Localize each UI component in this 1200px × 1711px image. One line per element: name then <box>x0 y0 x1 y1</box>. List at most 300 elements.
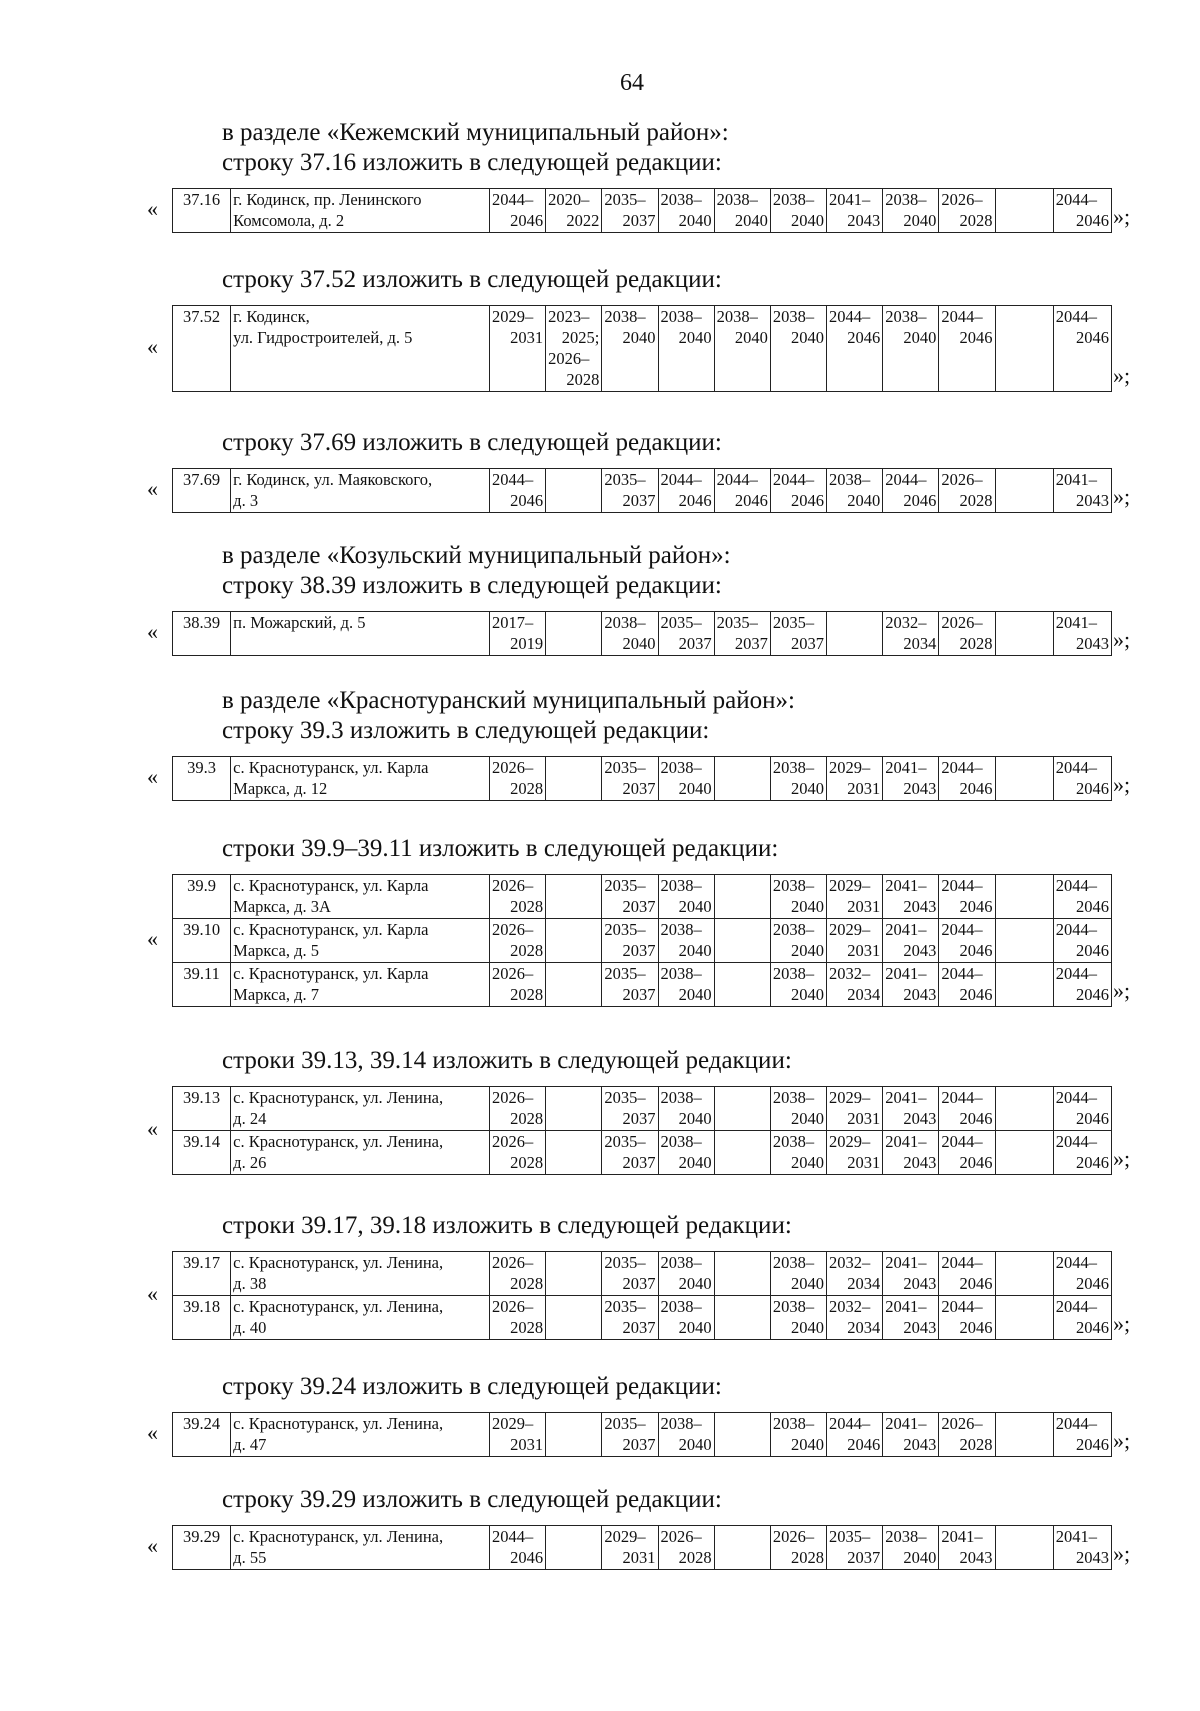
address-line: д. 26 <box>233 1153 267 1172</box>
year-cell <box>658 1413 714 1457</box>
year-value: 2028 <box>510 897 544 916</box>
year-cell <box>714 1526 770 1570</box>
address-line: д. 3 <box>233 491 259 510</box>
year-cell <box>939 1296 995 1340</box>
address-line: Комсомола, д. 2 <box>233 211 345 230</box>
year-cell <box>770 1087 826 1131</box>
year-cell <box>602 919 658 963</box>
year-value: 2040 <box>734 328 768 347</box>
row-address <box>231 919 490 963</box>
year-value: 2026– <box>491 876 534 895</box>
closing-quote: »; <box>1113 772 1131 797</box>
year-cell <box>827 612 883 656</box>
year-value: 2044– <box>941 876 983 895</box>
year-value: 2044– <box>941 1253 983 1272</box>
year-value: 2046 <box>510 491 544 510</box>
year-value: 2026– <box>491 964 534 983</box>
table-row <box>173 306 1112 392</box>
year-cell <box>883 1413 939 1457</box>
year-cell <box>883 469 939 513</box>
year-value: 2041– <box>1055 613 1097 632</box>
address-line: г. Кодинск, ул. Маяковского, <box>233 470 433 489</box>
year-value: 2028 <box>959 1435 993 1454</box>
year-value: 2037 <box>734 634 768 653</box>
year-value: 2044– <box>941 758 983 777</box>
row-number: 39.3 <box>173 757 231 801</box>
year-value: 2019 <box>510 634 544 653</box>
row-address <box>231 612 490 656</box>
year-value: 2040 <box>791 1153 825 1172</box>
year-cell <box>602 757 658 801</box>
year-cell <box>939 1087 995 1131</box>
year-cell <box>995 1526 1053 1570</box>
year-value: 2040 <box>622 634 656 653</box>
year-cell <box>546 469 602 513</box>
year-cell <box>995 1131 1053 1175</box>
year-cell <box>1053 875 1111 919</box>
year-cell <box>770 963 826 1007</box>
year-cell <box>546 875 602 919</box>
year-cell <box>939 469 995 513</box>
row-address <box>231 875 490 919</box>
year-value: 2040 <box>678 1318 712 1337</box>
opening-quote: « <box>147 1281 158 1306</box>
year-cell <box>939 612 995 656</box>
year-value: 2046 <box>791 491 825 510</box>
year-cell <box>995 1296 1053 1340</box>
table-row <box>173 189 1112 233</box>
amendment-table <box>172 188 1112 233</box>
year-value: 2040 <box>791 941 825 960</box>
year-cell <box>546 1087 602 1131</box>
year-cell <box>714 469 770 513</box>
address-line: п. Можарский, д. 5 <box>233 613 366 632</box>
year-value: 2043 <box>903 897 937 916</box>
year-cell <box>770 1131 826 1175</box>
year-value: 2044– <box>491 190 534 209</box>
year-value: 2044– <box>1055 920 1097 939</box>
year-cell <box>939 963 995 1007</box>
year-value: 2046 <box>678 491 712 510</box>
page-number: 64 <box>620 70 644 96</box>
year-value: 2046 <box>510 1548 544 1567</box>
row-number: 39.29 <box>173 1526 231 1570</box>
section-heading: строки 39.9–39.11 изложить в следующей редакции: <box>222 835 779 862</box>
table-row <box>173 1087 1112 1131</box>
year-value: 2040 <box>791 897 825 916</box>
year-value: 2038– <box>772 1132 815 1151</box>
year-cell <box>489 1296 545 1340</box>
year-cell <box>658 875 714 919</box>
year-value: 2044– <box>1055 307 1097 326</box>
year-value: 2028 <box>959 634 993 653</box>
address-line: ул. Гидростроителей, д. 5 <box>233 328 413 347</box>
year-value: 2044– <box>1055 1414 1097 1433</box>
year-cell <box>1053 1131 1111 1175</box>
year-cell <box>546 1526 602 1570</box>
year-value: 2044– <box>1055 1297 1097 1316</box>
year-value: 2046 <box>1076 985 1109 1004</box>
year-cell <box>546 919 602 963</box>
year-value: 2038– <box>885 1527 927 1546</box>
year-cell <box>770 1252 826 1296</box>
year-value: 2029– <box>829 876 871 895</box>
closing-quote: »; <box>1113 1541 1131 1566</box>
year-cell <box>939 875 995 919</box>
row-address <box>231 1526 490 1570</box>
address-line: Маркса, д. 12 <box>233 779 328 798</box>
year-value: 2046 <box>959 985 993 1004</box>
year-cell <box>546 306 602 392</box>
year-cell <box>995 963 1053 1007</box>
year-value: 2041– <box>885 1088 927 1107</box>
year-cell <box>1053 469 1111 513</box>
amendment-table <box>172 468 1112 513</box>
year-cell <box>995 757 1053 801</box>
table-row <box>173 875 1112 919</box>
row-number: 39.13 <box>173 1087 231 1131</box>
year-value: 2040 <box>678 1153 712 1172</box>
opening-quote: « <box>147 476 158 501</box>
year-value: 2029– <box>829 758 871 777</box>
year-cell <box>995 1413 1053 1457</box>
row-number: 39.14 <box>173 1131 231 1175</box>
opening-quote: « <box>147 1420 158 1445</box>
opening-quote: « <box>147 926 158 951</box>
year-cell <box>546 1413 602 1457</box>
year-value: 2040 <box>678 1435 712 1454</box>
year-value: 2040 <box>903 328 937 347</box>
row-address <box>231 189 490 233</box>
year-cell <box>714 612 770 656</box>
year-value: 2026– <box>491 1253 534 1272</box>
year-value: 2026– <box>491 1297 534 1316</box>
year-value: 2038– <box>716 190 758 209</box>
amendment-table <box>172 305 1112 392</box>
table-row <box>173 1526 1112 1570</box>
year-value: 2035– <box>604 1253 646 1272</box>
amendment-table <box>172 1086 1112 1175</box>
year-cell <box>1053 757 1111 801</box>
year-value: 2038– <box>772 1414 815 1433</box>
year-value: 2035– <box>604 876 646 895</box>
section-heading: строку 38.39 изложить в следующей редакции: <box>222 572 722 599</box>
year-cell <box>939 1131 995 1175</box>
year-value: 2038– <box>604 613 646 632</box>
year-value: 2035– <box>604 920 646 939</box>
year-cell <box>883 612 939 656</box>
year-value: 2029– <box>829 1132 871 1151</box>
year-value: 2046 <box>959 328 993 347</box>
year-cell <box>658 469 714 513</box>
year-value: 2046 <box>1076 1274 1109 1293</box>
row-address <box>231 1296 490 1340</box>
year-cell <box>546 1252 602 1296</box>
year-value: 2041– <box>829 190 871 209</box>
year-value: 2026– <box>491 1088 534 1107</box>
year-value: 2046 <box>1076 1435 1109 1454</box>
year-cell <box>489 1413 545 1457</box>
year-value: 2038– <box>772 190 815 209</box>
year-value: 2038– <box>660 1253 702 1272</box>
year-cell <box>883 963 939 1007</box>
year-value: 2038– <box>604 307 646 326</box>
year-value: 2037 <box>622 1109 656 1128</box>
year-value: 2026– <box>491 1132 534 1151</box>
year-cell <box>827 306 883 392</box>
year-value: 2043 <box>959 1548 993 1567</box>
year-value: 2044– <box>885 470 927 489</box>
year-value: 2031 <box>847 941 881 960</box>
address-line: д. 24 <box>233 1109 267 1128</box>
year-value: 2028 <box>959 491 993 510</box>
year-value: 2026– <box>941 613 983 632</box>
table-row <box>173 612 1112 656</box>
year-cell <box>1053 1087 1111 1131</box>
year-value: 2044– <box>1055 758 1097 777</box>
address-line: с. Краснотуранск, ул. Карла <box>233 758 429 777</box>
year-value: 2038– <box>885 307 927 326</box>
year-value: 2038– <box>660 920 702 939</box>
year-value: 2040 <box>791 1318 825 1337</box>
year-cell <box>658 919 714 963</box>
year-cell <box>883 1526 939 1570</box>
year-value: 2028 <box>791 1548 825 1567</box>
section-heading: строки 39.13, 39.14 изложить в следующей редакции: <box>222 1047 792 1074</box>
year-cell <box>546 612 602 656</box>
year-value: 2044– <box>491 1527 534 1546</box>
year-cell <box>770 1526 826 1570</box>
year-value: 2038– <box>772 964 815 983</box>
year-cell <box>714 189 770 233</box>
address-line: Маркса, д. 3А <box>233 897 331 916</box>
year-cell <box>1053 963 1111 1007</box>
section-heading: строку 37.16 изложить в следующей редакции: <box>222 149 722 176</box>
year-value: 2026– <box>772 1527 815 1546</box>
year-cell <box>489 306 545 392</box>
year-value: 2029– <box>491 1414 534 1433</box>
year-value: 2020– <box>548 190 590 209</box>
year-value: 2028 <box>959 211 993 230</box>
year-value: 2038– <box>660 307 702 326</box>
section-heading: строку 37.69 изложить в следующей редакции: <box>222 429 722 456</box>
year-value: 2040 <box>678 779 712 798</box>
year-cell <box>658 963 714 1007</box>
row-address <box>231 1131 490 1175</box>
amendment-table <box>172 611 1112 656</box>
year-value: 2043 <box>1076 491 1109 510</box>
table-row <box>173 963 1112 1007</box>
year-value: 2038– <box>772 876 815 895</box>
year-value: 2038– <box>660 1132 702 1151</box>
year-value: 2035– <box>716 613 758 632</box>
year-value: 2040 <box>678 941 712 960</box>
year-cell <box>546 189 602 233</box>
year-cell <box>883 757 939 801</box>
year-value: 2038– <box>660 1088 702 1107</box>
year-cell <box>1053 612 1111 656</box>
year-cell <box>827 875 883 919</box>
year-cell <box>602 1526 658 1570</box>
year-cell <box>658 1296 714 1340</box>
address-line: г. Кодинск, <box>233 307 310 326</box>
year-cell <box>714 306 770 392</box>
year-value: 2029– <box>604 1527 646 1546</box>
address-line: д. 40 <box>233 1318 267 1337</box>
year-cell <box>995 1252 1053 1296</box>
year-cell <box>489 189 545 233</box>
year-cell <box>714 1413 770 1457</box>
section-heading: в разделе «Краснотуранский муниципальный район»: <box>222 687 795 714</box>
year-value: 2038– <box>772 1253 815 1272</box>
year-value: 2043 <box>903 1318 937 1337</box>
year-value: 2041– <box>885 1414 927 1433</box>
year-value: 2035– <box>660 613 702 632</box>
row-address <box>231 1252 490 1296</box>
year-value: 2044– <box>660 470 702 489</box>
closing-quote: »; <box>1113 1146 1131 1171</box>
year-value: 2040 <box>791 1435 825 1454</box>
row-address <box>231 469 490 513</box>
year-cell <box>1053 1296 1111 1340</box>
year-value: 2046 <box>959 1153 993 1172</box>
year-cell <box>770 306 826 392</box>
address-line: Маркса, д. 5 <box>233 941 320 960</box>
year-cell <box>546 1296 602 1340</box>
closing-quote: »; <box>1113 204 1131 229</box>
year-value: 2046 <box>959 941 993 960</box>
year-value: 2037 <box>622 491 656 510</box>
year-cell <box>1053 189 1111 233</box>
year-cell <box>770 919 826 963</box>
year-cell <box>714 1296 770 1340</box>
year-cell <box>602 469 658 513</box>
year-cell <box>1053 919 1111 963</box>
year-value: 2041– <box>885 758 927 777</box>
year-value: 2046 <box>959 779 993 798</box>
amendment-table <box>172 1525 1112 1570</box>
year-cell <box>658 1526 714 1570</box>
address-line: с. Краснотуранск, ул. Ленина, <box>233 1297 444 1316</box>
section-heading: в разделе «Козульский муниципальный район»: <box>222 542 731 569</box>
year-value: 2041– <box>885 1253 927 1272</box>
year-value: 2034 <box>847 1318 881 1337</box>
year-value: 2028 <box>678 1548 712 1567</box>
year-value: 2041– <box>885 876 927 895</box>
year-cell <box>995 189 1053 233</box>
year-cell <box>939 1526 995 1570</box>
year-cell <box>602 1131 658 1175</box>
section-heading: строку 39.3 изложить в следующей редакции: <box>222 717 710 744</box>
year-value: 2038– <box>885 190 927 209</box>
year-cell <box>714 963 770 1007</box>
year-value: 2044– <box>1055 190 1097 209</box>
year-value: 2035– <box>604 964 646 983</box>
row-number: 39.9 <box>173 875 231 919</box>
year-cell <box>770 612 826 656</box>
year-value: 2037 <box>678 634 712 653</box>
year-value: 2044– <box>1055 1132 1097 1151</box>
year-cell <box>602 1413 658 1457</box>
year-cell <box>489 469 545 513</box>
year-value: 2043 <box>903 1435 937 1454</box>
closing-quote: »; <box>1113 363 1131 388</box>
table-row <box>173 757 1112 801</box>
row-address <box>231 306 490 392</box>
year-cell <box>883 189 939 233</box>
year-value: 2046 <box>1076 1109 1109 1128</box>
row-number: 37.52 <box>173 306 231 392</box>
year-value: 2044– <box>491 470 534 489</box>
year-value: 2031 <box>510 1435 544 1454</box>
year-value: 2040 <box>791 1109 825 1128</box>
address-line: с. Краснотуранск, ул. Ленина, <box>233 1253 444 1272</box>
year-cell <box>827 963 883 1007</box>
year-value: 2026– <box>941 470 983 489</box>
year-value: 2031 <box>847 779 881 798</box>
year-cell <box>658 612 714 656</box>
year-value: 2037 <box>791 634 825 653</box>
year-value: 2035– <box>604 1132 646 1151</box>
year-value: 2037 <box>622 1318 656 1337</box>
year-cell <box>883 1087 939 1131</box>
year-cell <box>658 1252 714 1296</box>
year-value: 2038– <box>772 1088 815 1107</box>
year-value: 2046 <box>959 897 993 916</box>
year-value: 2043 <box>1076 634 1109 653</box>
year-value: 2028 <box>510 1153 544 1172</box>
year-value: 2046 <box>1076 779 1109 798</box>
year-value: 2032– <box>829 1297 871 1316</box>
closing-quote: »; <box>1113 627 1131 652</box>
year-cell <box>883 1252 939 1296</box>
year-value: 2038– <box>660 758 702 777</box>
year-value: 2046 <box>959 1318 993 1337</box>
year-value: 2043 <box>903 985 937 1004</box>
year-value: 2046 <box>1076 211 1109 230</box>
amendment-table <box>172 874 1112 1007</box>
year-cell <box>489 1131 545 1175</box>
year-value: 2031 <box>847 1153 881 1172</box>
opening-quote: « <box>147 196 158 221</box>
year-value: 2040 <box>791 985 825 1004</box>
year-value: 2026– <box>491 758 534 777</box>
section-heading: строку 37.52 изложить в следующей редакции: <box>222 266 722 293</box>
year-value: 2044– <box>941 1297 983 1316</box>
row-address <box>231 1413 490 1457</box>
year-value: 2044– <box>941 920 983 939</box>
year-value: 2044– <box>941 1088 983 1107</box>
year-value: 2031 <box>510 328 544 347</box>
year-cell <box>827 1087 883 1131</box>
closing-quote: »; <box>1113 978 1131 1003</box>
year-value: 2040 <box>791 328 825 347</box>
year-cell <box>658 1131 714 1175</box>
year-cell <box>658 1087 714 1131</box>
year-value: 2037 <box>622 211 656 230</box>
year-value: 2035– <box>604 190 646 209</box>
year-value: 2037 <box>622 1274 656 1293</box>
year-value: 2023– <box>548 307 590 326</box>
year-value: 2044– <box>941 964 983 983</box>
year-cell <box>714 1252 770 1296</box>
year-value: 2031 <box>847 897 881 916</box>
year-value: 2040 <box>622 328 656 347</box>
year-value: 2043 <box>847 211 881 230</box>
row-number: 38.39 <box>173 612 231 656</box>
year-cell <box>546 757 602 801</box>
address-line: Маркса, д. 7 <box>233 985 320 1004</box>
